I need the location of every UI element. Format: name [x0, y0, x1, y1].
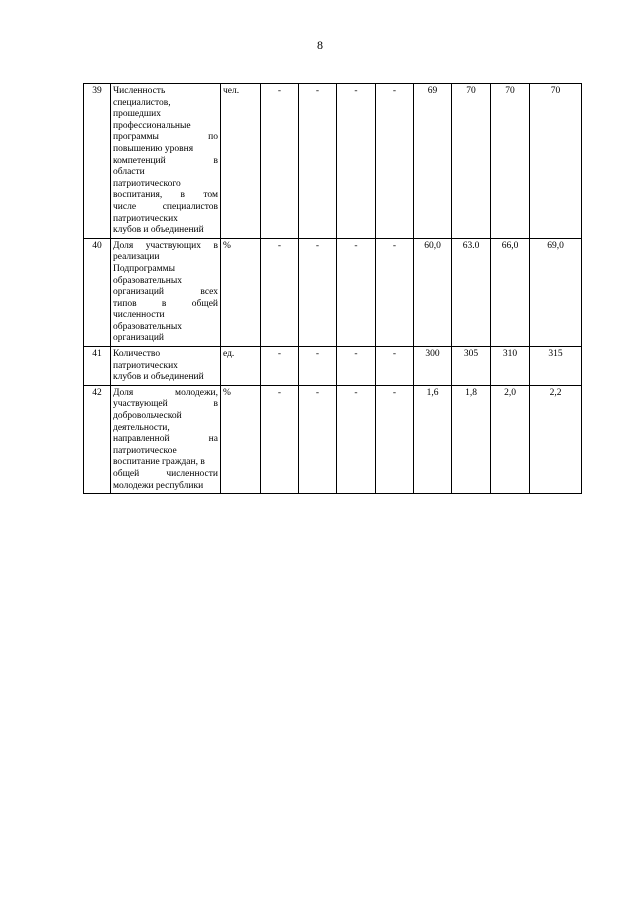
- indicator-name-line: повышению уровня: [113, 143, 194, 154]
- empty-value-cell: -: [261, 347, 299, 386]
- indicator-name-line: организаций: [113, 333, 165, 344]
- indicator-name-line: Количество: [113, 349, 161, 360]
- empty-value-cell: -: [261, 385, 299, 493]
- indicator-name-line: программы по: [113, 132, 218, 143]
- value-cell: 2,0: [491, 385, 530, 493]
- indicator-name-line: специалистов,: [113, 97, 171, 108]
- indicator-name: [111, 84, 221, 239]
- indicators-table: [83, 83, 582, 494]
- indicator-name-line: компетенций в: [113, 155, 218, 166]
- indicator-name-line: клубов и объединений: [113, 372, 204, 383]
- empty-value-cell: -: [337, 347, 376, 386]
- indicator-name-line: численности: [113, 310, 165, 321]
- unit-cell: ед.: [221, 347, 261, 386]
- table-body: [84, 84, 582, 494]
- value-cell: 60,0: [414, 238, 452, 346]
- empty-value-cell: -: [337, 84, 376, 239]
- indicator-name-line: области: [113, 167, 145, 178]
- row-number: 40: [84, 238, 111, 346]
- empty-value-cell: -: [376, 347, 414, 386]
- empty-value-cell: -: [376, 84, 414, 239]
- value-cell: 70: [452, 84, 491, 239]
- unit-cell: чел.: [221, 84, 261, 239]
- empty-value-cell: -: [337, 238, 376, 346]
- value-cell: 66,0: [491, 238, 530, 346]
- empty-value-cell: -: [261, 84, 299, 239]
- empty-value-cell: -: [299, 385, 337, 493]
- value-cell: 1,8: [452, 385, 491, 493]
- indicator-name-line: общей численности: [113, 469, 218, 479]
- empty-value-cell: -: [376, 385, 414, 493]
- row-number: 41: [84, 347, 111, 386]
- indicator-name-line: профессиональные: [113, 120, 191, 131]
- empty-value-cell: -: [299, 84, 337, 239]
- value-cell: 2,2: [530, 385, 582, 493]
- indicator-name-line: числе специалистов: [113, 201, 218, 212]
- table-row: [84, 347, 582, 386]
- value-cell: 300: [414, 347, 452, 386]
- value-cell: 310: [491, 347, 530, 386]
- indicator-name-line: клубов и объединений: [113, 225, 204, 236]
- indicator-name-line: Доля участвующих в: [113, 240, 218, 251]
- value-cell: 1,6: [414, 385, 452, 493]
- value-cell: 69,0: [530, 238, 582, 346]
- indicator-name-line: патриотического: [113, 178, 181, 189]
- empty-value-cell: -: [376, 238, 414, 346]
- indicator-name-line: реализации: [113, 252, 160, 263]
- indicator-name: [111, 385, 221, 493]
- indicator-name-line: воспитание граждан, в: [113, 457, 205, 468]
- empty-value-cell: -: [299, 347, 337, 386]
- indicator-name-line: Численность: [113, 86, 166, 96]
- indicator-name-line: молодежи республики: [113, 480, 204, 491]
- indicator-name: [111, 347, 221, 386]
- indicator-name-line: участвующей в: [113, 399, 218, 410]
- indicator-name-line: патриотических: [113, 360, 178, 371]
- row-number: 42: [84, 385, 111, 493]
- indicator-name-line: воспитания, в том: [113, 190, 218, 201]
- value-cell: 69: [414, 84, 452, 239]
- table-row: [84, 385, 582, 493]
- indicator-name-line: Подпрограммы: [113, 263, 176, 274]
- indicator-name-line: патриотическое: [113, 445, 177, 456]
- value-cell: 70: [491, 84, 530, 239]
- indicator-name-line: Доля молодежи,: [113, 387, 218, 398]
- empty-value-cell: -: [337, 385, 376, 493]
- table-row: [84, 238, 582, 346]
- indicator-name-line: патриотических: [113, 213, 178, 224]
- unit-cell: %: [221, 385, 261, 493]
- value-cell: 315: [530, 347, 582, 386]
- indicator-name-line: прошедших: [113, 109, 161, 120]
- indicator-name-line: образовательных: [113, 275, 182, 286]
- row-number: 39: [84, 84, 111, 239]
- unit-cell: %: [221, 238, 261, 346]
- indicator-name-line: образовательных: [113, 321, 182, 332]
- indicator-name: [111, 238, 221, 346]
- indicator-name-line: организаций всех: [113, 287, 218, 298]
- indicator-name-line: направленной на: [113, 434, 218, 445]
- page-number: 8: [317, 38, 323, 52]
- empty-value-cell: -: [261, 238, 299, 346]
- indicator-name-line: добровольческой: [113, 411, 182, 422]
- table-row: [84, 84, 582, 239]
- indicator-name-line: типов в общей: [113, 298, 218, 309]
- value-cell: 305: [452, 347, 491, 386]
- indicator-name-line: деятельности,: [113, 422, 170, 433]
- value-cell: 63.0: [452, 238, 491, 346]
- value-cell: 70: [530, 84, 582, 239]
- empty-value-cell: -: [299, 238, 337, 346]
